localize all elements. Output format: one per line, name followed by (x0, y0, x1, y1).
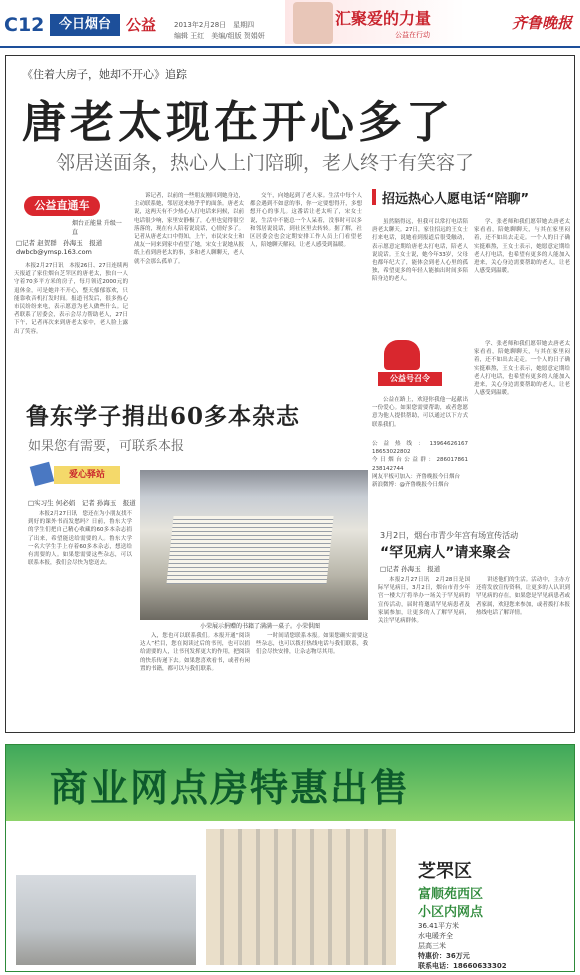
building-photo (206, 829, 396, 965)
story1-byline: □记者 赵贺群 孙海玉 报道 (16, 239, 103, 247)
recruit-col3-text: 学、张老师和我们愿带她去唐老太家看看，陪她聊聊天，与其在家里闷着，还不如出去走走。一个人的日子确实挺难熬，王女士表示，她愿意定期给老人打电话，也希望有更多的人能加入进来，关心身边需要帮助的老人，让老人感受到温暖。 (474, 341, 570, 397)
call-for-help-text: 公益在路上，欢迎你我他一起献出一份爱心。如果您需要帮助，或者您愿意为他人提供帮助，可以通过以下方式联系我们。 (372, 397, 468, 428)
story2-tag-label: 爱心驿站 (54, 466, 120, 484)
story1-col2-text: 诉记者，以前的一些朋友刚回到她身边，主动联系她，邻居送来热乎乎的面条。唐老太说，这两天有不少热心人打电话来问候，以前电话很少响，家里安静极了，心里也觉得很空落落的，现在有人陪着说说话，心情好多了。记者从唐老太口中得知，上午，市民宋女士和战友一同来到家中看望了她，宋女士说她从报纸上看到唐老太的事，多和老人聊聊天，老人就不会那么孤单了。 (134, 193, 244, 265)
issue-date: 2013年2月28日 星期四 (174, 21, 255, 29)
story2-col2 (140, 632, 250, 724)
section-label: 今日烟台 (50, 14, 120, 36)
story3-col2 (476, 576, 570, 724)
column-logo-sub: 烟台正能量 升级一直 (72, 220, 122, 236)
story1-col3 (250, 192, 362, 392)
story2-col1 (28, 510, 132, 724)
story2-col3-text: 一时间请您联系本报。如果您确实需要这些杂志，也可以拨打热线电话与我们联系，我们会尽快安排，让杂志物尽其用。 (256, 633, 368, 656)
story2-byline: □实习生 何必娟 记者 孙海玉 报道 (28, 499, 136, 507)
real-estate-ad (5, 744, 575, 972)
story2-col1-text: 本报2月27日讯 您还在为小朋友找不到好的课外书而发愁吗？日前，鲁东大学的学生们把自己精心收藏的60多本杂志捐了出来，希望能送给需要的人。鲁东大学一名大学生手上存着60多本杂志，想送给有需要的人。如果您需要这些杂志，可以联系本报，我们会尽快为您送去。 (28, 511, 132, 567)
ad-district: 芝罘区 (418, 861, 472, 882)
story3-headline: “罕见病人”请来聚会 (380, 545, 511, 561)
ad-price: 特惠价：36万元 (418, 952, 470, 960)
story1-col1 (14, 262, 128, 392)
story1-subhead: 邻居送面条，热心人上门陪聊，老人终于有笑容了 (56, 152, 475, 174)
story2-tag (32, 460, 122, 488)
call-for-help-logo (374, 338, 444, 392)
hotline-text: 公益热线：13964626167 18653022802 (372, 441, 468, 456)
ad-spec-utilities: 水电暖齐全 (418, 932, 453, 940)
story2-headline: 鲁东学子捐出60多本杂志 (26, 403, 301, 430)
story2-subhead: 如果您有需要，可联系本报 (28, 439, 185, 454)
page-number: C12 (4, 14, 45, 36)
column-logo (14, 192, 122, 236)
recruit-title: 招远热心人愿电话“陪聊” (382, 192, 530, 207)
recruit-col1-text: 虽然隔得远，但我可以常打电话陪唐老太聊天。27日，家住招远的王女士打来电话，说她看到报道后很受触动，表示愿意定期给唐老太打电话，陪老人说说话。王女士说，她今年33岁，父母也都年纪大了，能体会到老人心里的孤独，希望更多的年轻人能抽出时间多陪陪身边的老人。 (372, 219, 468, 283)
call-for-help-label: 公益号召令 (378, 372, 442, 386)
heart-icon (384, 340, 420, 370)
ad-spec-height: 层高三米 (418, 942, 446, 950)
story1-col1-text: 本报2月27日讯 本报26日、27日连续两天报道了家住烟台芝罘区的唐老太，独自一人守着70多平方米的房子，每月领近2000元的退休金，可是她并不开心，整天郁郁寡欢，只能靠收音机打发时间。报道刊发后，很多热心市民纷纷来电，表示愿意为老人做些什么。记者联系了居委会，表示会尽力帮助老人，27日下午，记者再次来到唐老太家中，老人脸上露出了笑容。 (14, 263, 128, 335)
recruit-col1 (372, 218, 468, 330)
sub-section-label: 公益 (126, 16, 157, 34)
brand-logo: 齐鲁晚报 (512, 14, 573, 32)
page-header (0, 0, 580, 48)
story3-col1 (378, 576, 470, 724)
book-icon (30, 462, 54, 486)
paper-contact-text: 新浪微博：@齐鲁晚报今日烟台 (372, 482, 450, 489)
story3-byline: □记者 孙海玉 报道 (380, 565, 441, 573)
ad-name2: 小区内网点 (418, 905, 484, 920)
portrait-photo (293, 2, 333, 44)
street-photo (16, 875, 196, 965)
ad-phone: 联系电话：18660633302 (418, 962, 507, 970)
call-for-help-body (372, 396, 468, 436)
story3-dateline: 3月2日，烟台市青少年宫有场宣传活动 (380, 531, 519, 540)
qq-group-text: 今日烟台公益群：286017861 238142744 (372, 457, 468, 472)
story3-col1-text: 本报2月27日讯 2月28日是国际罕见病日，3月2日，烟台市青少年宫一楼大厅将举办一场关于罕见病的宣传活动，届时将邀请罕见病患者及家属参加，让更多的人了解罕见病，关注罕见病群体。 (378, 577, 470, 625)
recruit-col2 (474, 218, 570, 330)
story1-email: dwbcb@ymsp.163.com (16, 248, 92, 256)
promo-title: 汇聚爱的力量 (335, 9, 432, 28)
story1-headline: 唐老太现在开心多了 (22, 97, 454, 148)
editors-line: 编辑 王红 美编/组版 贺娟妍 (174, 32, 265, 40)
story1-kicker: 《住着大房子，她却不开心》追踪 (22, 68, 187, 81)
column-logo-label: 公益直通车 (24, 196, 100, 216)
recruit-title-box (372, 183, 572, 211)
story2-col2-text: 入，您也可以联系我们。本报开通“阅读达人”栏目，您在阅读过后的书刊，也可以捐给需要的人，让书刊发挥更大的作用，把阅读的快乐传递下去。如果您喜欢看书，或者有闲置的书籍，都可以与我们联系。 (140, 633, 250, 672)
magazines-photo (140, 470, 368, 620)
promo-subtitle: 公益在行动 (395, 31, 430, 39)
promo-banner (285, 0, 465, 44)
ad-spec-area: 36.41平方米 (418, 922, 460, 930)
magazine-stack (166, 516, 333, 584)
story3-col2-text: 讲述他们的生活。活动中，主办方还将发放宣传资料，让更多的人认识到罕见病的存在，如果您是罕见病患者或者家属，欢迎您来参加，或者拨打本报热线电话了解详情。 (476, 577, 570, 616)
ad-name1: 富顺苑西区 (418, 887, 484, 902)
ad-title: 商业网点房特惠出售 (50, 765, 411, 810)
call-for-help-contacts (372, 440, 468, 520)
story1-col2 (134, 192, 244, 392)
weibo-text: 网友平板可加入：齐鲁晚报今日烟台 (372, 473, 461, 480)
story2-col3 (256, 632, 368, 724)
story1-col3-text: 交午，向她起到了老人家。生活中每个人都会遇到不如意的事，你一定要想得开，多想想开心的事儿。这番话让老太听了，宋女士说，生活中不能总一个人呆着，没事时可以多和邻居说说话，到社区里去转转。据了解，社区居委会也会定期安排工作人员上门看望老人，陪她聊天解闷，让老人感受到温暖。 (250, 193, 362, 249)
recruit-accent-bar (372, 189, 376, 205)
recruit-col3 (474, 340, 570, 520)
photo-caption: 小荣展示捐赠的书籍了满满一桌子。小荣供图 (200, 623, 321, 630)
recruit-col2-text: 学、张老师和我们愿带她去唐老太家看看，陪她聊聊天，与其在家里闷着，还不如出去走走。一个人的日子确实挺难熬，王女士表示，她愿意定期给老人打电话，也希望有更多的人能加入进来，关心身边需要帮助的老人，让老人感受到温暖。 (474, 219, 570, 275)
